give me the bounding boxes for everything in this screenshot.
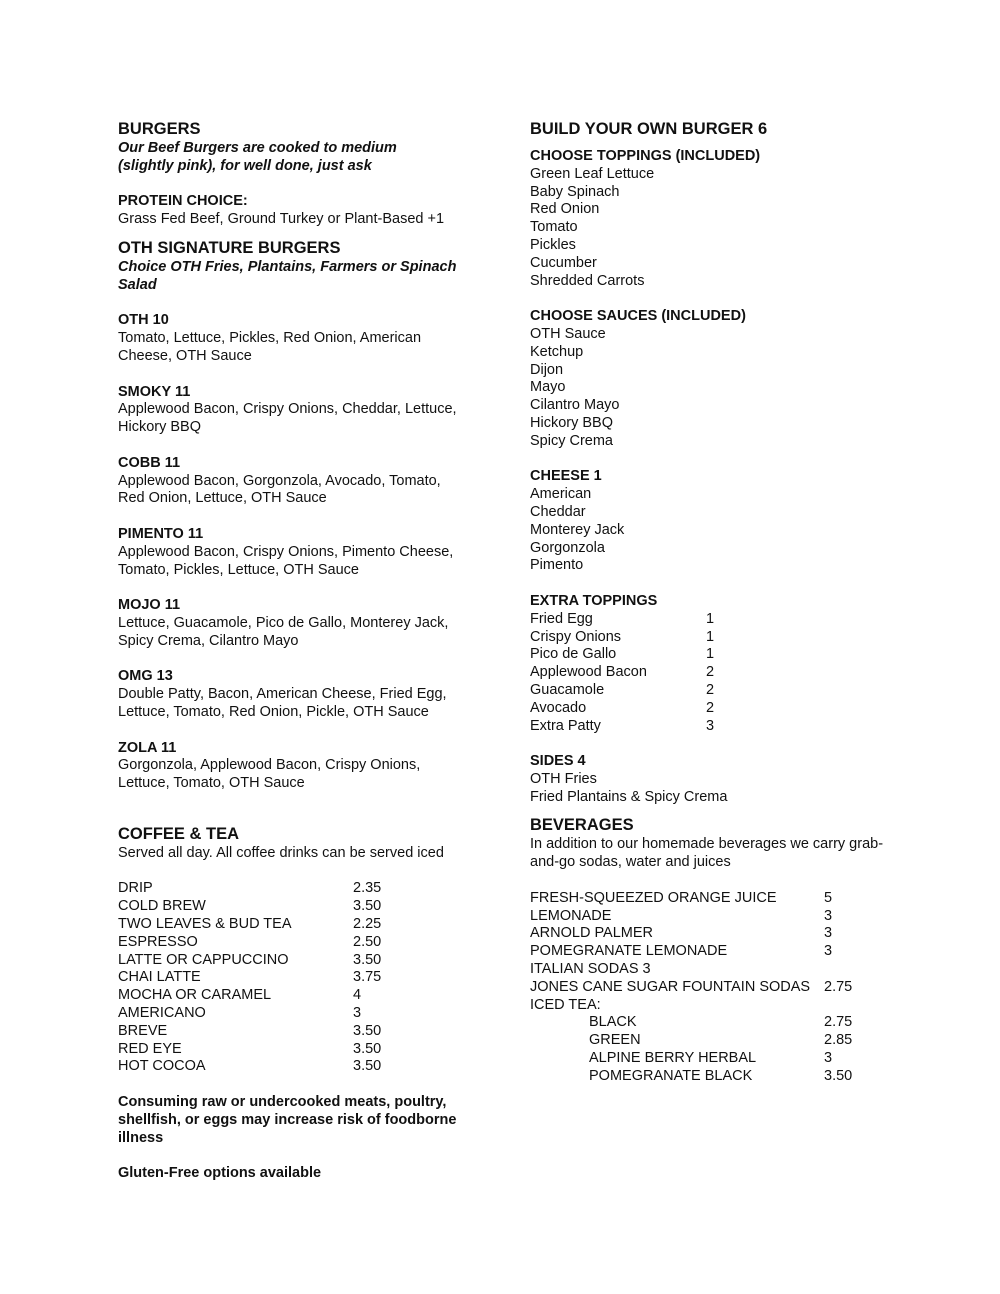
coffee-item-price: 3.50 <box>353 898 382 915</box>
sauce-item: Spicy Crema <box>530 432 613 449</box>
beverages-heading: BEVERAGES <box>530 816 634 835</box>
signature-item-name: ZOLA 11 <box>118 739 177 756</box>
gluten-free-note: Gluten-Free options available <box>118 1165 322 1182</box>
coffee-row <box>118 898 498 916</box>
coffee-list <box>118 880 498 1076</box>
iced-tea-row <box>530 1050 890 1068</box>
coffee-row <box>118 1023 498 1041</box>
beverage-item-price: 3 <box>824 943 833 960</box>
extra-row <box>530 629 890 647</box>
signature-item <box>118 668 498 721</box>
signature-item-name: PIMENTO 11 <box>118 525 204 542</box>
side-item: OTH Fries <box>530 770 597 787</box>
signature-subtitle: Choice OTH Fries, Plantains, Farmers or Spinach Salad <box>118 258 457 293</box>
coffee-row <box>118 1058 498 1076</box>
coffee-heading: COFFEE & TEA <box>118 824 240 843</box>
beverage-row <box>530 908 890 926</box>
cheese-item: Cheddar <box>530 503 586 520</box>
signature-item-name: COBB 11 <box>118 454 181 471</box>
extra-item-price: 3 <box>706 717 715 734</box>
coffee-item-price: 3.75 <box>353 969 382 986</box>
iced-tea-row <box>530 1068 890 1086</box>
coffee-row <box>118 969 498 987</box>
protein-text: Grass Fed Beef, Ground Turkey or Plant-Based +1 <box>118 211 445 228</box>
signature-item-desc: Gorgonzola, Applewood Bacon, Crispy Onions, <box>118 757 421 774</box>
beverages-intro-line: and-go sodas, water and juices <box>530 854 731 871</box>
extra-item-price: 1 <box>706 628 715 645</box>
extra-item-price: 1 <box>706 646 715 663</box>
beverage-item-name: ICED TEA: <box>530 996 601 1013</box>
burgers-note-line: Our Beef Burgers are cooked to medium <box>118 140 397 156</box>
byo-heading: BUILD YOUR OWN BURGER 6 <box>530 120 768 138</box>
signature-item-desc: Spicy Crema, Cilantro Mayo <box>118 632 299 649</box>
extra-item-name: Applewood Bacon <box>530 664 647 681</box>
coffee-item-name: DRIP <box>118 880 153 897</box>
signature-item-name: OTH 10 <box>118 312 169 329</box>
coffee-item-name: RED EYE <box>118 1040 182 1057</box>
coffee-item-price: 2.25 <box>353 916 382 933</box>
beverage-item-name: POMEGRANATE LEMONADE <box>530 943 728 960</box>
topping-item: Baby Spinach <box>530 183 620 200</box>
iced-tea-price: 2.75 <box>824 1014 853 1031</box>
sauce-item: OTH Sauce <box>530 325 606 342</box>
cheese-item: Monterey Jack <box>530 521 625 538</box>
coffee-item-name: TWO LEAVES & BUD TEA <box>118 916 292 933</box>
extra-row <box>530 611 890 629</box>
topping-item: Red Onion <box>530 201 600 218</box>
beverage-row <box>530 961 890 979</box>
extra-row <box>530 646 890 664</box>
coffee-item-price: 3.50 <box>353 1058 382 1075</box>
protein-heading: PROTEIN CHOICE: <box>118 193 248 210</box>
beverage-item-name: ARNOLD PALMER <box>530 925 654 942</box>
sauce-item: Cilantro Mayo <box>530 397 620 414</box>
beverage-item-name: JONES CANE SUGAR FOUNTAIN SODAS <box>530 978 811 995</box>
beverage-item-price: 3 <box>824 907 833 924</box>
cheese-item: Gorgonzola <box>530 539 605 556</box>
iced-tea-name: BLACK <box>589 1014 637 1031</box>
beverage-item-name: FRESH-SQUEEZED ORANGE JUICE <box>530 889 777 906</box>
coffee-item-price: 3.50 <box>353 1040 382 1057</box>
signature-item-name: MOJO 11 <box>118 597 181 614</box>
beverage-item-price: 2.75 <box>824 978 853 995</box>
coffee-item-price: 3 <box>353 1005 362 1022</box>
signature-item-desc: Cheese, OTH Sauce <box>118 347 252 364</box>
iced-tea-price: 3 <box>824 1050 833 1067</box>
extra-row <box>530 682 890 700</box>
extra-item-price: 2 <box>706 699 715 716</box>
signature-item-desc: Lettuce, Tomato, OTH Sauce <box>118 775 305 792</box>
signature-item-desc: Tomato, Pickles, Lettuce, OTH Sauce <box>118 561 359 578</box>
coffee-item-price: 4 <box>353 987 362 1004</box>
signature-item <box>118 312 498 365</box>
sauce-item: Dijon <box>530 361 564 378</box>
coffee-row <box>118 952 498 970</box>
coffee-item-price: 3.50 <box>353 1022 382 1039</box>
coffee-item-name: BREVE <box>118 1022 168 1039</box>
sauces-heading: CHOOSE SAUCES (INCLUDED) <box>530 308 746 325</box>
signature-item <box>118 740 498 793</box>
coffee-item-name: COLD BREW <box>118 898 206 915</box>
burgers-heading: BURGERS <box>118 120 201 138</box>
signature-item-desc: Lettuce, Tomato, Red Onion, Pickle, OTH Sauce <box>118 703 429 720</box>
topping-item: Shredded Carrots <box>530 272 645 289</box>
topping-item: Cucumber <box>530 254 597 271</box>
signature-item-name: SMOKY 11 <box>118 383 191 400</box>
extra-item-name: Crispy Onions <box>530 628 622 645</box>
signature-item-desc: Applewood Bacon, Gorgonzola, Avocado, Tomato, <box>118 472 441 489</box>
coffee-item-name: HOT COCOA <box>118 1058 206 1075</box>
extra-row <box>530 664 890 682</box>
iced-tea-price: 2.85 <box>824 1032 853 1049</box>
iced-tea-name: GREEN <box>589 1032 641 1049</box>
extra-item-name: Pico de Gallo <box>530 646 617 663</box>
toppings-heading: CHOOSE TOPPINGS (INCLUDED) <box>530 148 761 164</box>
signature-item <box>118 526 498 579</box>
side-item: Fried Plantains & Spicy Crema <box>530 788 728 805</box>
sauce-item: Ketchup <box>530 343 584 360</box>
beverages-list <box>530 890 890 1015</box>
sides-heading: SIDES 4 <box>530 753 586 770</box>
signature-item-name: OMG 13 <box>118 668 173 685</box>
signature-item-desc: Red Onion, Lettuce, OTH Sauce <box>118 490 327 507</box>
signature-item <box>118 455 498 508</box>
extra-item-price: 2 <box>706 681 715 698</box>
extra-item-name: Avocado <box>530 699 587 716</box>
right-column <box>530 118 890 1086</box>
signature-item-desc: Lettuce, Guacamole, Pico de Gallo, Monterey Jack, <box>118 614 449 631</box>
coffee-item-name: AMERICANO <box>118 1005 206 1022</box>
iced-tea-row <box>530 1032 890 1050</box>
signature-item <box>118 597 498 650</box>
cheese-item: Pimento <box>530 557 584 574</box>
beverage-row <box>530 943 890 961</box>
topping-item: Green Leaf Lettuce <box>530 165 655 182</box>
iced-tea-name: ALPINE BERRY HERBAL <box>589 1050 757 1067</box>
sauce-item: Mayo <box>530 379 566 396</box>
coffee-row <box>118 916 498 934</box>
cheese-item: American <box>530 486 592 503</box>
coffee-item-name: CHAI LATTE <box>118 969 201 986</box>
topping-item: Pickles <box>530 236 576 253</box>
extras-heading: EXTRA TOPPINGS <box>530 592 658 609</box>
coffee-item-name: MOCHA OR CARAMEL <box>118 987 272 1004</box>
signature-item-desc: Applewood Bacon, Crispy Onions, Cheddar, Lettuce, <box>118 401 457 418</box>
extra-item-name: Fried Egg <box>530 610 593 627</box>
beverage-item-name: ITALIAN SODAS 3 <box>530 961 651 978</box>
beverages-intro-line: In addition to our homemade beverages we carry grab- <box>530 836 884 853</box>
extra-item-price: 2 <box>706 664 715 681</box>
extra-row <box>530 718 890 736</box>
beverage-item-price: 3 <box>824 925 833 942</box>
topping-item: Tomato <box>530 219 578 236</box>
burgers-note-line: (slightly pink), for well done, just ask <box>118 157 372 174</box>
food-warning-line: shellfish, or eggs may increase risk of foodborne illness <box>118 1111 457 1146</box>
coffee-item-price: 2.50 <box>353 933 382 950</box>
signature-item-desc: Applewood Bacon, Crispy Onions, Pimento Cheese, <box>118 543 454 560</box>
signature-heading: OTH SIGNATURE BURGERS <box>118 238 341 257</box>
extra-item-name: Extra Patty <box>530 717 601 734</box>
coffee-row <box>118 1041 498 1059</box>
iced-tea-price: 3.50 <box>824 1067 853 1084</box>
signature-item-desc: Double Patty, Bacon, American Cheese, Fried Egg, <box>118 686 447 703</box>
iced-tea-list <box>530 1014 890 1085</box>
signature-item-desc: Hickory BBQ <box>118 419 201 436</box>
extra-row <box>530 700 890 718</box>
coffee-item-name: LATTE OR CAPPUCCINO <box>118 951 289 968</box>
beverage-row <box>530 890 890 908</box>
beverage-item-price: 5 <box>824 889 833 906</box>
extra-item-name: Guacamole <box>530 681 605 698</box>
coffee-row <box>118 880 498 898</box>
beverage-item-name: LEMONADE <box>530 907 612 924</box>
beverage-row <box>530 979 890 997</box>
cheese-heading: CHEESE 1 <box>530 468 602 485</box>
food-warning-line: Consuming raw or undercooked meats, poultry, <box>118 1094 447 1111</box>
sauce-item: Hickory BBQ <box>530 414 613 431</box>
left-column <box>118 118 498 1183</box>
coffee-row <box>118 1005 498 1023</box>
beverage-row <box>530 925 890 943</box>
extra-item-price: 1 <box>706 610 715 627</box>
coffee-item-name: ESPRESSO <box>118 933 198 950</box>
coffee-row <box>118 934 498 952</box>
signature-item-desc: Tomato, Lettuce, Pickles, Red Onion, American <box>118 330 422 347</box>
coffee-item-price: 3.50 <box>353 951 382 968</box>
iced-tea-row <box>530 1014 890 1032</box>
iced-tea-name: POMEGRANATE BLACK <box>589 1067 753 1084</box>
coffee-subtitle: Served all day. All coffee drinks can be served iced <box>118 844 444 861</box>
beverage-row <box>530 997 890 1015</box>
coffee-item-price: 2.35 <box>353 880 382 897</box>
coffee-row <box>118 987 498 1005</box>
signature-item <box>118 384 498 437</box>
extras-list <box>530 611 890 736</box>
